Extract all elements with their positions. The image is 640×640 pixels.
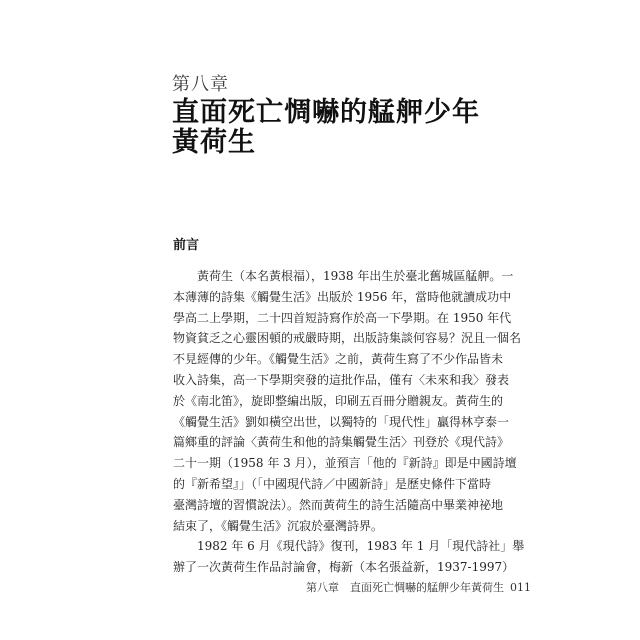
body-line: 篇鄉重的評論〈黃荷生和他的詩集觸覺生活〉刊登於《現代詩》 (173, 435, 510, 450)
body-text (173, 266, 525, 578)
body-line: 的『新希望』」（「中國現代詩／中國新詩」是歷史條件下當時 (173, 476, 492, 491)
body-line: 本薄薄的詩集《觸覺生活》出版於 1956 年，當時他就讀成功中 (173, 289, 512, 304)
body-line: 不見經傳的少年。《觸覺生活》之前，黃荷生寫了不少作品皆未 (173, 352, 504, 367)
body-line: 物資貧乏之心靈困頓的戒嚴時期，出版詩集談何容易？況且一個名 (173, 331, 522, 346)
body-line: 黃荷生（本名黃根福），1938 年出生於臺北舊城區艋舺。一 (197, 269, 514, 283)
body-line: 學高二上學期，二十四首短詩寫作於高一下學期。在 1950 年代 (173, 310, 512, 325)
body-line: 臺灣詩壇的習慣說法）。然而黃荷生的詩生活隨高中畢業神祕地 (173, 497, 504, 512)
body-line: 二十一期（1958 年 3 月），並預言「他的『新詩』即是中國詩壇 (173, 456, 517, 471)
running-title: 第八章 直面死亡惆嚇的艋舺少年黃荷生 (306, 581, 504, 594)
body-line: 結束了，《觸覺生活》沉寂於臺灣詩界。 (173, 518, 384, 533)
body-line: 收入詩集，高一下學期突發的這批作品，僅有〈未來和我〉發表 (173, 372, 510, 387)
body-line: 1982 年 6 月《現代詩》復刊，1983 年 1 月「現代詩社」舉 (197, 539, 525, 554)
page-number: 011 (510, 581, 531, 594)
chapter-label: 第八章 (172, 74, 229, 95)
page-footer (300, 579, 531, 595)
body-line: 《觸覺生活》劉如橫空出世，以獨特的「現代性」贏得林亨泰一 (173, 414, 510, 429)
body-line: 辦了一次黃荷生作品討論會，梅新（本名張益新，1937-1997） (173, 560, 515, 575)
chapter-title (172, 98, 480, 158)
chapter-title-line-1: 直面死亡惆嚇的艋舺少年 (172, 97, 480, 128)
section-heading: 前言 (173, 238, 200, 253)
body-line: 於《南北笛》，旋即整編出版，印刷五百冊分贈親友。黃荷生的 (173, 393, 504, 408)
chapter-title-line-2: 黃荷生 (172, 127, 256, 158)
